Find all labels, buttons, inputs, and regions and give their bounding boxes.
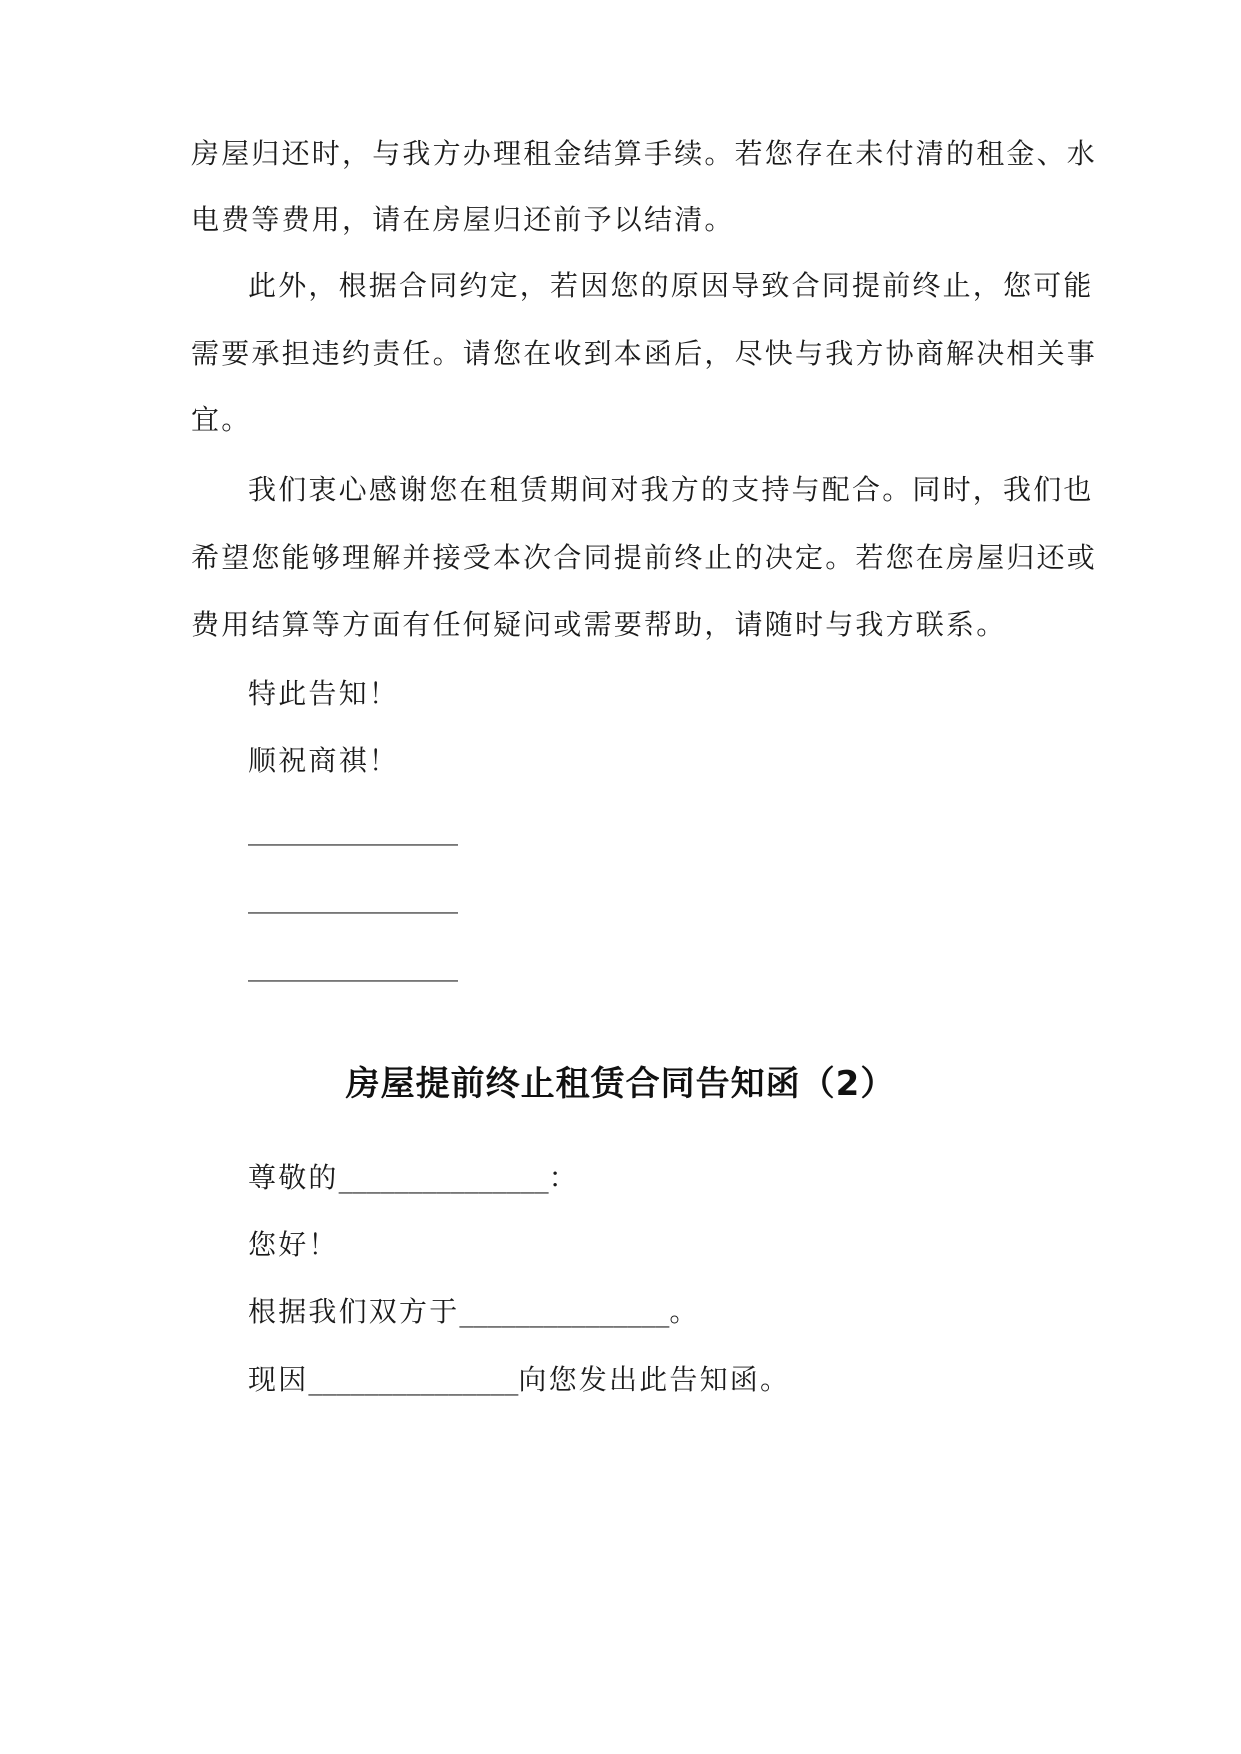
paragraph-line: 宜。	[191, 403, 252, 436]
paragraph-line: 希望您能够理解并接受本次合同提前终止的决定。若您在房屋归还或	[191, 541, 1098, 574]
paragraph-line: 需要承担违约责任。请您在收到本函后，尽快与我方协商解决相关事	[191, 337, 1098, 370]
basis-line	[248, 1292, 700, 1332]
reason-prefix: 现因	[248, 1363, 309, 1396]
paragraph-line: 此外，根据合同约定，若因您的原因导致合同提前终止，您可能	[248, 269, 1094, 302]
signature-blank: _______________	[248, 881, 458, 914]
contract-date-blank: _______________	[459, 1295, 670, 1328]
salutation-line	[248, 1158, 579, 1198]
date-blank: _______________	[248, 949, 458, 982]
letter-title: 房屋提前终止租赁合同告知函（2）	[345, 1064, 896, 1104]
closing-notice: 特此告知！	[248, 677, 400, 710]
reason-line	[248, 1360, 790, 1400]
closing-regards: 顺祝商祺！	[248, 744, 400, 777]
paragraph-line: 房屋归还时，与我方办理租金结算手续。若您存在未付清的租金、水	[191, 137, 1098, 170]
signature-blank: _______________	[248, 813, 458, 846]
salutation-prefix: 尊敬的	[248, 1161, 339, 1194]
recipient-blank: _______________	[338, 1161, 549, 1194]
reason-blank: _______________	[308, 1363, 519, 1396]
basis-prefix: 根据我们双方于	[248, 1295, 460, 1328]
paragraph-line: 电费等费用，请在房屋归还前予以结清。	[191, 203, 735, 236]
salutation-suffix: ：	[548, 1161, 579, 1194]
greeting: 您好！	[248, 1228, 339, 1261]
paragraph-line: 费用结算等方面有任何疑问或需要帮助，请随时与我方联系。	[191, 608, 1007, 641]
paragraph-line: 我们衷心感谢您在租赁期间对我方的支持与配合。同时，我们也	[248, 473, 1094, 506]
reason-suffix: 向您发出此告知函。	[518, 1363, 791, 1396]
basis-suffix: 。	[669, 1295, 700, 1328]
